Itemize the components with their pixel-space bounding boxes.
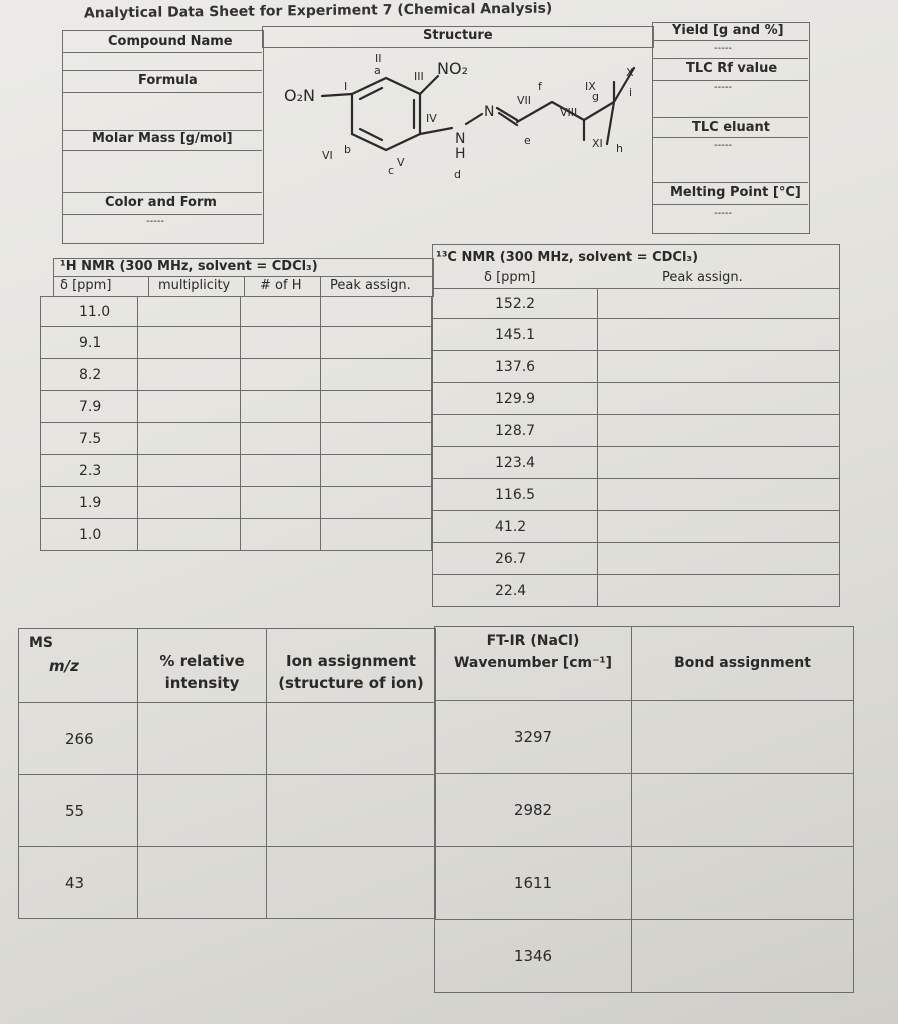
ms-ion-cell: [267, 775, 436, 847]
label-b: b: [344, 143, 351, 156]
h-nmr-cell: [240, 297, 320, 327]
ir-header-bond: Bond assignment: [674, 655, 811, 671]
label-VII: VII: [517, 94, 532, 107]
label-e: e: [524, 134, 531, 147]
h-nmr-shift: 7.9: [79, 398, 102, 415]
ir-wavenumber-value: 1611: [513, 874, 553, 892]
ms-intensity-cell: [138, 847, 267, 919]
h-nmr-assign-cell: [320, 519, 431, 551]
h-nmr-cell: [137, 455, 240, 487]
ir-title: FT-IR (NaCl): [486, 633, 580, 649]
h-nmr-shift: 7.5: [79, 430, 102, 447]
ir-header-wavenumber: Wavenumber [cm⁻¹]: [453, 655, 613, 671]
ms-row: [19, 775, 436, 847]
c-nmr-shift: 41.2: [495, 518, 527, 535]
label-VIII: VIII: [560, 106, 578, 119]
c-nmr-row: [433, 575, 840, 607]
ir-table: [434, 626, 854, 993]
c-nmr-header-assign: Peak assign.: [662, 270, 743, 285]
h-nmr-cell: [137, 519, 240, 551]
ms-title: MS: [29, 635, 54, 651]
structure-header: Structure: [423, 28, 493, 43]
label-h: h: [616, 142, 623, 155]
c-nmr-assign-cell: [598, 351, 840, 383]
formula-label: Formula: [138, 73, 198, 88]
tlc-rf-label: TLC Rf value: [686, 61, 778, 76]
c-nmr-assign-cell: [598, 289, 840, 319]
tlc-rf-value: -----: [714, 82, 733, 93]
h-nmr-row: [41, 327, 432, 359]
ir-wavenumber-value: 1346: [513, 947, 553, 965]
ir-row: [435, 920, 854, 993]
h-nmr-shift: 8.2: [79, 366, 102, 383]
c-nmr-shift: 137.6: [495, 358, 536, 375]
top-section: [0, 0, 898, 240]
label-d: d: [454, 168, 461, 181]
c-nmr-assign-cell: [598, 383, 840, 415]
c-nmr-row: [433, 543, 840, 575]
h-nmr-row: [41, 423, 432, 455]
h-nmr-cell: [240, 519, 320, 551]
ir-bond-cell: [632, 774, 854, 847]
ir-bond-cell: [632, 701, 854, 774]
h-nmr-shift: 11.0: [79, 303, 111, 320]
c-nmr-row: [433, 415, 840, 447]
c-nmr-assign-cell: [598, 575, 840, 607]
h-nmr-cell: [137, 391, 240, 423]
c-nmr-section: [432, 244, 840, 616]
color-form-value: -----: [146, 216, 165, 227]
c-nmr-header-shift: δ [ppm]: [484, 270, 536, 285]
c-nmr-row: [433, 383, 840, 415]
nh-nitrogen: N: [455, 131, 466, 147]
label-IX: IX: [585, 80, 596, 93]
ms-table: [18, 628, 436, 919]
ms-header-mz: m/z: [49, 657, 79, 675]
h-nmr-assign-cell: [320, 487, 431, 519]
nh-hydrogen: H: [455, 146, 466, 162]
c-nmr-row: [433, 479, 840, 511]
h-nmr-row: [41, 359, 432, 391]
h-nmr-row: [41, 519, 432, 551]
h-nmr-shift: 1.9: [79, 494, 102, 511]
h-nmr-cell: [137, 423, 240, 455]
h-nmr-cell: [240, 455, 320, 487]
c-nmr-row: [433, 319, 840, 351]
ms-mz-value: 55: [65, 801, 85, 820]
c-nmr-row: [433, 289, 840, 319]
c-nmr-assign-cell: [598, 319, 840, 351]
h-nmr-cell: [137, 297, 240, 327]
h-nmr-cell: [240, 359, 320, 391]
c-nmr-shift: 129.9: [495, 390, 536, 407]
label-c: c: [388, 164, 395, 177]
color-form-label: Color and Form: [105, 195, 217, 210]
c-nmr-shift: 128.7: [495, 422, 536, 439]
yield-label: Yield [g and %]: [672, 23, 784, 38]
tlc-eluant-value: -----: [714, 140, 733, 151]
h-nmr-row: [41, 297, 432, 327]
ir-row: [435, 701, 854, 774]
ir-wavenumber-value: 2982: [513, 801, 553, 819]
melting-point-value: -----: [714, 208, 733, 219]
ir-row: [435, 774, 854, 847]
h-nmr-cell: [240, 327, 320, 359]
no2-group: NO₂: [437, 59, 468, 78]
c-nmr-assign-cell: [598, 415, 840, 447]
label-II: II: [375, 52, 382, 65]
c-nmr-table: [432, 288, 840, 607]
h-nmr-shift: 1.0: [79, 526, 102, 543]
o2n-group: O₂N: [284, 86, 315, 105]
c-nmr-assign-cell: [598, 479, 840, 511]
ms-mz-value: 43: [65, 873, 85, 892]
c-nmr-shift: 116.5: [495, 486, 536, 503]
h-nmr-title: ¹H NMR (300 MHz, solvent = CDCl₃): [60, 259, 318, 274]
c-nmr-shift: 145.1: [495, 326, 536, 343]
ms-header-ion: Ion assignment (structure of ion): [278, 651, 424, 692]
h-nmr-cell: [240, 391, 320, 423]
ms-section: [18, 628, 436, 920]
label-f: f: [538, 80, 542, 93]
c-nmr-shift: 26.7: [495, 550, 527, 567]
label-X: X: [626, 66, 634, 79]
label-III: III: [414, 70, 424, 83]
h-nmr-row: [41, 455, 432, 487]
c-nmr-shift: 22.4: [495, 582, 527, 599]
melting-point-label: Melting Point [°C]: [670, 185, 801, 200]
h-nmr-row: [41, 487, 432, 519]
h-nmr-table: [40, 296, 432, 551]
ms-ion-cell: [267, 847, 436, 919]
c-nmr-shift: 152.2: [495, 295, 536, 312]
ms-ion-cell: [267, 703, 436, 775]
c-nmr-row: [433, 447, 840, 479]
h-nmr-assign-cell: [320, 391, 431, 423]
c-nmr-shift: 123.4: [495, 454, 536, 471]
label-I: I: [344, 80, 348, 93]
h-nmr-header-nh: # of H: [260, 278, 302, 293]
ir-section: [434, 626, 854, 998]
ms-row: [19, 847, 436, 919]
yield-value: -----: [714, 43, 733, 54]
ms-intensity-cell: [138, 703, 267, 775]
label-g: g: [592, 90, 599, 103]
label-IV: IV: [426, 112, 437, 125]
h-nmr-cell: [137, 359, 240, 391]
imine-nitrogen: N: [484, 104, 495, 120]
ms-header-intensity: % relative intensity: [159, 651, 245, 692]
h-nmr-assign-cell: [320, 455, 431, 487]
ir-bond-cell: [632, 920, 854, 993]
c-nmr-row: [433, 511, 840, 543]
h-nmr-cell: [137, 487, 240, 519]
h-nmr-header-multiplicity: multiplicity: [158, 278, 231, 293]
c-nmr-row: [433, 351, 840, 383]
c-nmr-title: ¹³C NMR (300 MHz, solvent = CDCl₃): [436, 250, 699, 265]
h-nmr-cell: [240, 487, 320, 519]
label-a: a: [374, 64, 381, 77]
h-nmr-cell: [137, 327, 240, 359]
c-nmr-assign-cell: [598, 447, 840, 479]
h-nmr-assign-cell: [320, 297, 431, 327]
compound-name-label: Compound Name: [108, 34, 233, 49]
ms-mz-value: 266: [65, 729, 94, 748]
h-nmr-shift: 2.3: [79, 462, 102, 479]
c-nmr-assign-cell: [598, 511, 840, 543]
ir-row: [435, 847, 854, 920]
h-nmr-header-shift: δ [ppm]: [60, 278, 112, 293]
h-nmr-header-assign: Peak assign.: [330, 278, 411, 293]
sheet-title: Analytical Data Sheet for Experiment 7 (Chemical Analysis): [83, 0, 553, 22]
h-nmr-assign-cell: [320, 327, 431, 359]
h-nmr-cell: [240, 423, 320, 455]
chemical-structure: [262, 46, 652, 196]
label-XI: XI: [592, 137, 603, 150]
h-nmr-row: [41, 391, 432, 423]
molar-mass-label: Molar Mass [g/mol]: [92, 131, 233, 146]
c-nmr-assign-cell: [598, 543, 840, 575]
ms-intensity-cell: [138, 775, 267, 847]
ir-wavenumber-value: 3297: [513, 728, 553, 746]
label-i: i: [629, 86, 633, 99]
label-V: V: [397, 156, 405, 169]
ir-bond-cell: [632, 847, 854, 920]
h-nmr-section: [40, 258, 432, 554]
h-nmr-assign-cell: [320, 359, 431, 391]
ms-row: [19, 703, 436, 775]
h-nmr-shift: 9.1: [79, 334, 102, 351]
tlc-eluant-label: TLC eluant: [692, 120, 770, 135]
h-nmr-assign-cell: [320, 423, 431, 455]
label-VI: VI: [322, 149, 333, 162]
